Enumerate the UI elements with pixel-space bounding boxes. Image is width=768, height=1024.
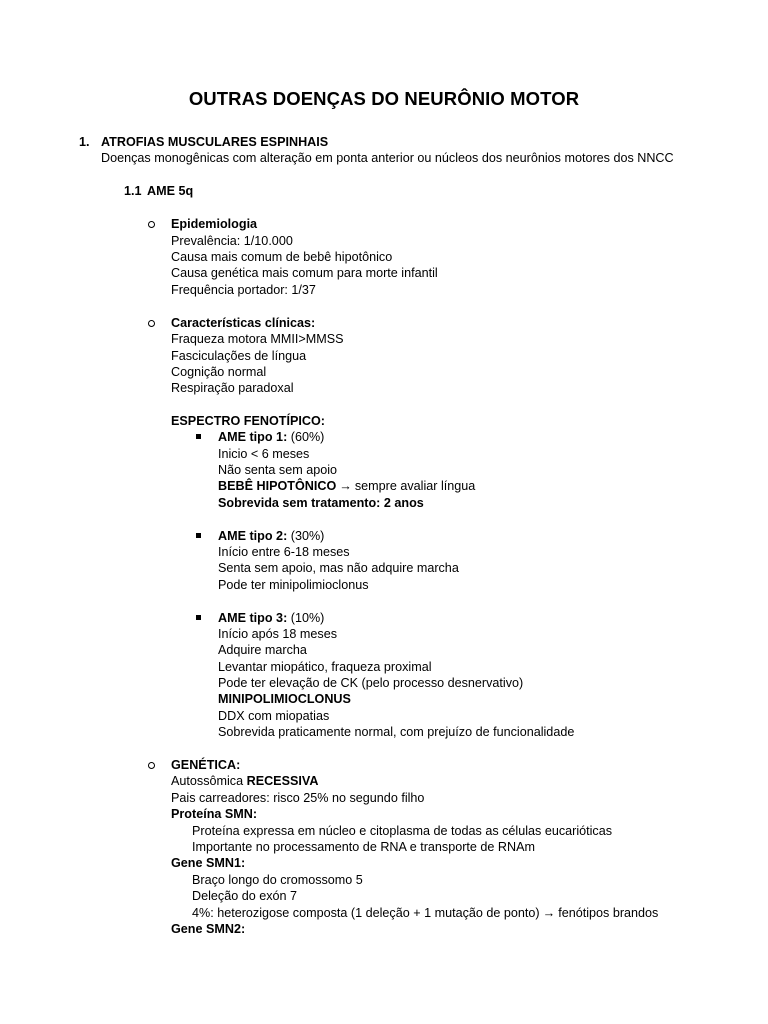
tipo3-pct: (10%): [287, 611, 325, 625]
square-bullet-icon: [196, 615, 201, 620]
tipo1-line: Inicio < 6 meses: [218, 447, 310, 461]
smn-heading: Proteína SMN:: [171, 807, 258, 821]
hipotonico-text: sempre avaliar língua: [354, 479, 476, 493]
clinicas-heading: Características clínicas:: [171, 316, 316, 330]
clinicas-item: Fraqueza motora MMII>MMSS: [171, 332, 344, 346]
clinicas-item: Fasciculações de língua: [171, 349, 307, 363]
tipo2-line: Início entre 6-18 meses: [218, 545, 350, 559]
arrow-right-icon: →: [542, 906, 556, 920]
gene1-line-arrow: [192, 905, 658, 921]
gene1-line: Braço longo do cromossomo 5: [192, 873, 363, 887]
tipo2-line: Senta sem apoio, mas não adquire marcha: [218, 561, 459, 575]
tipo3-line: Levantar miopático, fraqueza proximal: [218, 660, 432, 674]
epidemiologia-item: Causa mais comum de bebê hipotônico: [171, 250, 393, 264]
tipo3-label: AME tipo 3:: [218, 611, 288, 625]
epidemiologia-heading: Epidemiologia: [171, 217, 258, 231]
genetica-line: Pais carreadores: risco 25% no segundo filho: [171, 791, 425, 805]
subsection-heading: AME 5q: [147, 184, 194, 198]
tipo3-line: DDX com miopatias: [218, 709, 330, 723]
page-title: OUTRAS DOENÇAS DO NEURÔNIO MOTOR: [188, 88, 580, 109]
genetica-line: [171, 773, 318, 789]
tipo2-line: Pode ter minipolimioclonus: [218, 578, 369, 592]
tipo1-line-hipotonico: [218, 478, 475, 494]
smn-line: Importante no processamento de RNA e transporte de RNAm: [192, 840, 536, 854]
tipo1-line: Não senta sem apoio: [218, 463, 338, 477]
section-description: Doenças monogênicas com alteração em ponta anterior ou núcleos dos neurônios motores dos NNCC: [101, 151, 674, 165]
smn-line: Proteína expressa em núcleo e citoplasma de todas as células eucarióticas: [192, 824, 613, 838]
section-heading: ATROFIAS MUSCULARES ESPINHAIS: [101, 135, 329, 149]
epidemiologia-item: Causa genética mais comum para morte infantil: [171, 266, 438, 280]
tipo2-label: AME tipo 2:: [218, 529, 288, 543]
tipo1-label: AME tipo 1:: [218, 430, 288, 444]
tipo3-line: Sobrevida praticamente normal, com prejuízo de funcionalidade: [218, 725, 575, 739]
section-number: 1.: [79, 135, 90, 149]
tipo3-line: Pode ter elevação de CK (pelo processo desnervativo): [218, 676, 524, 690]
square-bullet-icon: [196, 533, 201, 538]
tipo1-line: Sobrevida sem tratamento: 2 anos: [218, 496, 424, 510]
espectro-heading: ESPECTRO FENOTÍPICO:: [171, 414, 325, 428]
genetica-heading: GENÉTICA:: [171, 758, 241, 772]
tipo3-line: Início após 18 meses: [218, 627, 338, 641]
tipo2-pct: (30%): [287, 529, 325, 543]
gene1-l3-pre: 4%: heterozigose composta (1 deleção + 1 mutação de ponto): [192, 906, 540, 920]
gene1-heading: Gene SMN1:: [171, 856, 246, 870]
square-bullet-icon: [196, 434, 201, 439]
epidemiologia-item: Prevalência: 1/10.000: [171, 234, 293, 248]
tipo3-line: MINIPOLIMIOCLONUS: [218, 692, 351, 706]
genetica-l1-pre: Autossômica: [171, 774, 247, 788]
circle-bullet-icon: [148, 320, 155, 327]
subsection-number: 1.1: [124, 184, 142, 198]
tipo2-title: [218, 528, 324, 544]
circle-bullet-icon: [148, 221, 155, 228]
tipo3-line: Adquire marcha: [218, 643, 307, 657]
tipo1-title: [218, 429, 324, 445]
tipo3-title: [218, 610, 324, 626]
tipo1-pct: (60%): [287, 430, 325, 444]
gene2-heading: Gene SMN2:: [171, 922, 246, 936]
clinicas-item: Respiração paradoxal: [171, 381, 294, 395]
arrow-right-icon: →: [339, 479, 352, 493]
epidemiologia-item: Frequência portador: 1/37: [171, 283, 316, 297]
hipotonico-label: BEBÊ HIPOTÔNICO: [218, 479, 337, 493]
gene1-line: Deleção do exón 7: [192, 889, 298, 903]
circle-bullet-icon: [148, 762, 155, 769]
gene1-l3-post: fenótipos brandos: [558, 906, 659, 920]
clinicas-item: Cognição normal: [171, 365, 267, 379]
genetica-l1-bold: RECESSIVA: [246, 774, 319, 788]
